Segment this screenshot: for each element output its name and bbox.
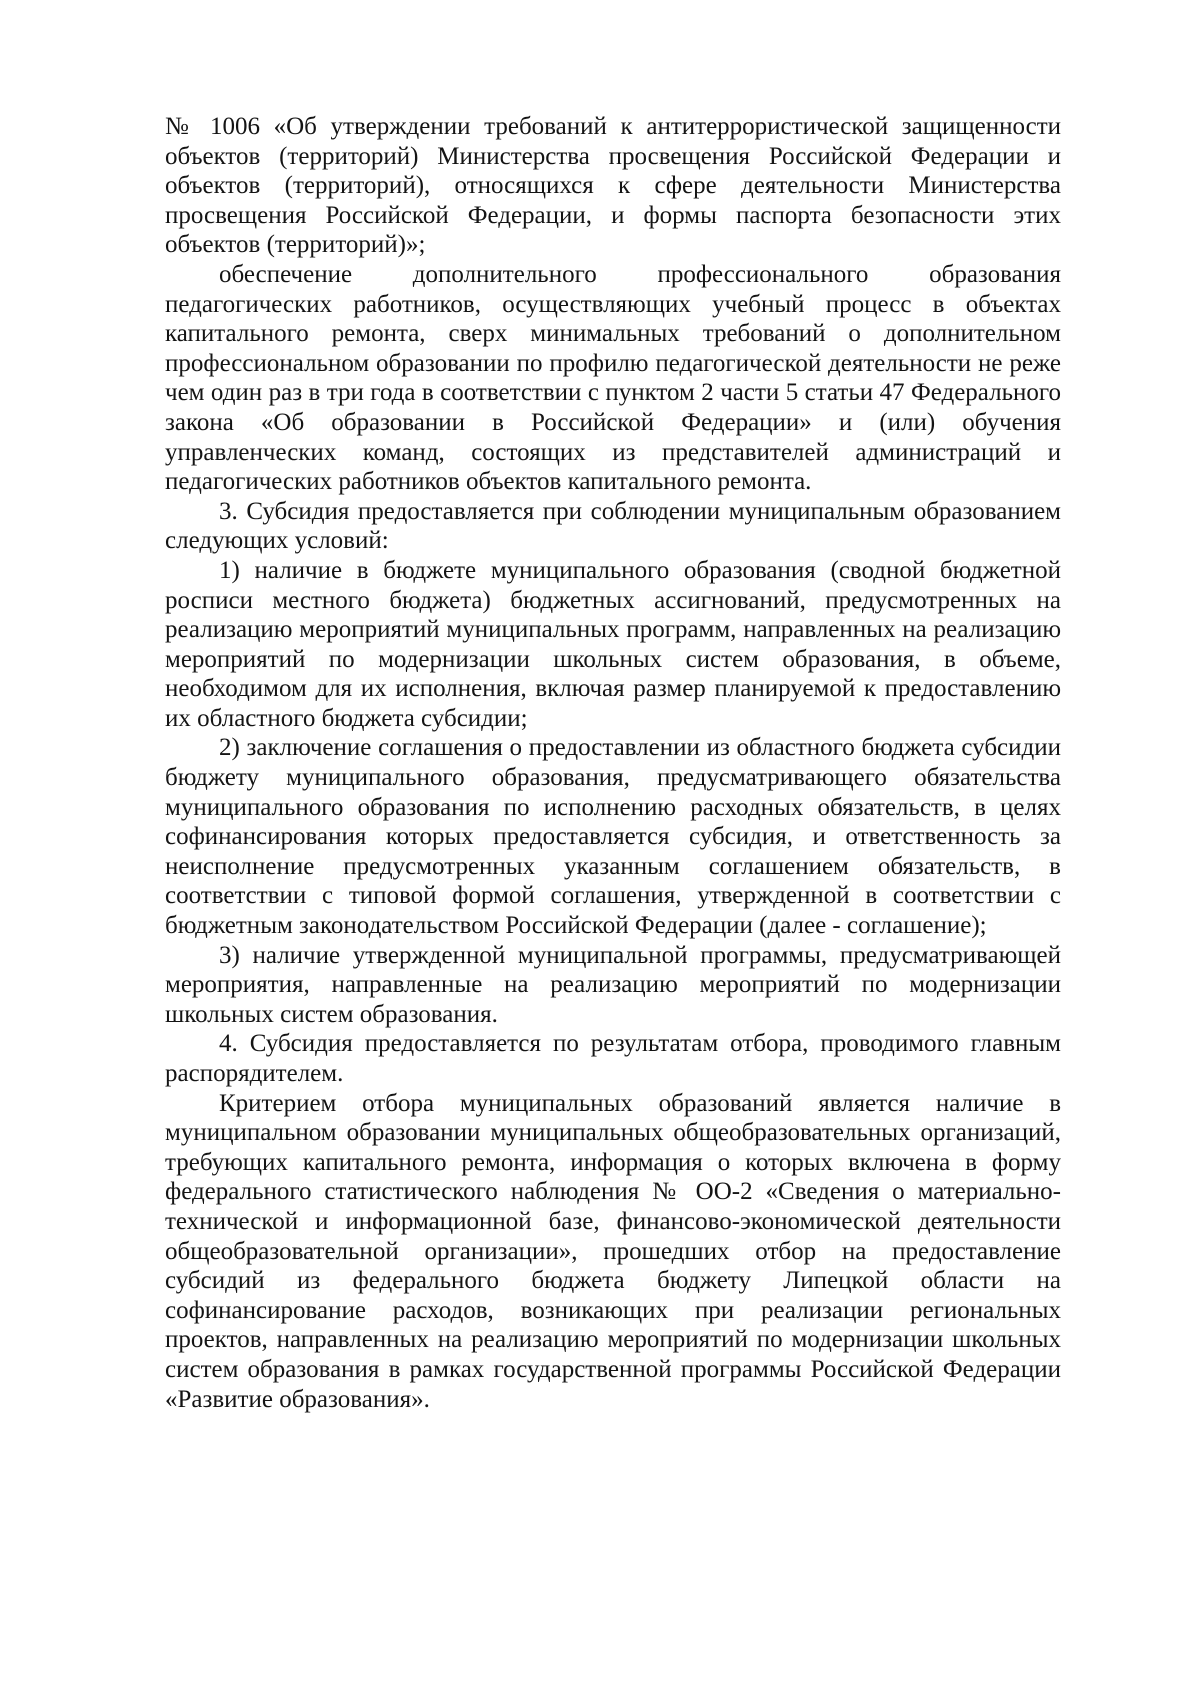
- paragraph-professional-education: обеспечение дополнительного профессионального образования педагогических работников, осуществляющих учебный процесс в объектах капитального ремонта, сверх минимальных требований о дополнительном профессиональном образовании по профилю педагогической деятельности не реже чем один раз в три года в соответствии с пунктом 2 части 5 статьи 47 Федерального закона «Об образовании в Российской Федерации» и (или) обучения управленческих команд, состоящих из представителей администраций и педагогических работников объектов капитального ремонта.: [165, 260, 1061, 496]
- paragraph-condition-1: 1) наличие в бюджете муниципального образования (сводной бюджетной росписи местного бюджета) бюджетных ассигнований, предусмотренных на реализацию мероприятий муниципальных программ, направленных на реализацию мероприятий по модернизации школьных систем образования, в объеме, необходимом для их исполнения, включая размер планируемой к предоставлению их областного бюджета субсидии;: [165, 556, 1061, 732]
- paragraph-selection-criterion: Критерием отбора муниципальных образований является наличие в муниципальном образовании муниципальных общеобразовательных организаций, требующих капитального ремонта, информация о которых включена в форму федерального статистического наблюдения № ОО-2 «Сведения о материально-технической и информационной базе, финансово-экономической деятельности общеобразовательной организации», прошедших отбор на предоставление субсидий из федерального бюджета бюджету Липецкой области на софинансирование расходов, возникающих при реализации региональных проектов, направленных на реализацию мероприятий по модернизации школьных систем образования в рамках государственной программы Российской Федерации «Развитие образования».: [165, 1089, 1061, 1413]
- paragraph-condition-3: 3) наличие утвержденной муниципальной программы, предусматривающей мероприятия, направленные на реализацию мероприятий по модернизации школьных систем образования.: [165, 941, 1061, 1028]
- document-page: [165, 112, 1061, 1414]
- paragraph-order-reference: № 1006 «Об утверждении требований к антитеррористической защищенности объектов (территорий) Министерства просвещения Российской Федерации и объектов (территорий), относящихся к сфере деятельности Министерства просвещения Российской Федерации, и формы паспорта безопасности этих объектов (территорий)»;: [165, 113, 1061, 259]
- paragraph-condition-2: 2) заключение соглашения о предоставлении из областного бюджета субсидии бюджету муниципального образования, предусматривающего обязательства муниципального образования по исполнению расходных обязательств, в целях софинансирования которых предоставляется субсидия, и ответственность за неисполнение предусмотренных указанным соглашением обязательств, в соответствии с типовой формой соглашения, утвержденной в соответствии с бюджетным законодательством Российской Федерации (далее - соглашение);: [165, 734, 1061, 940]
- paragraph-item-3: 3. Субсидия предоставляется при соблюдении муниципальным образованием следующих условий:: [165, 497, 1061, 555]
- paragraph-item-4: 4. Субсидия предоставляется по результатам отбора, проводимого главным распорядителем.: [165, 1030, 1061, 1087]
